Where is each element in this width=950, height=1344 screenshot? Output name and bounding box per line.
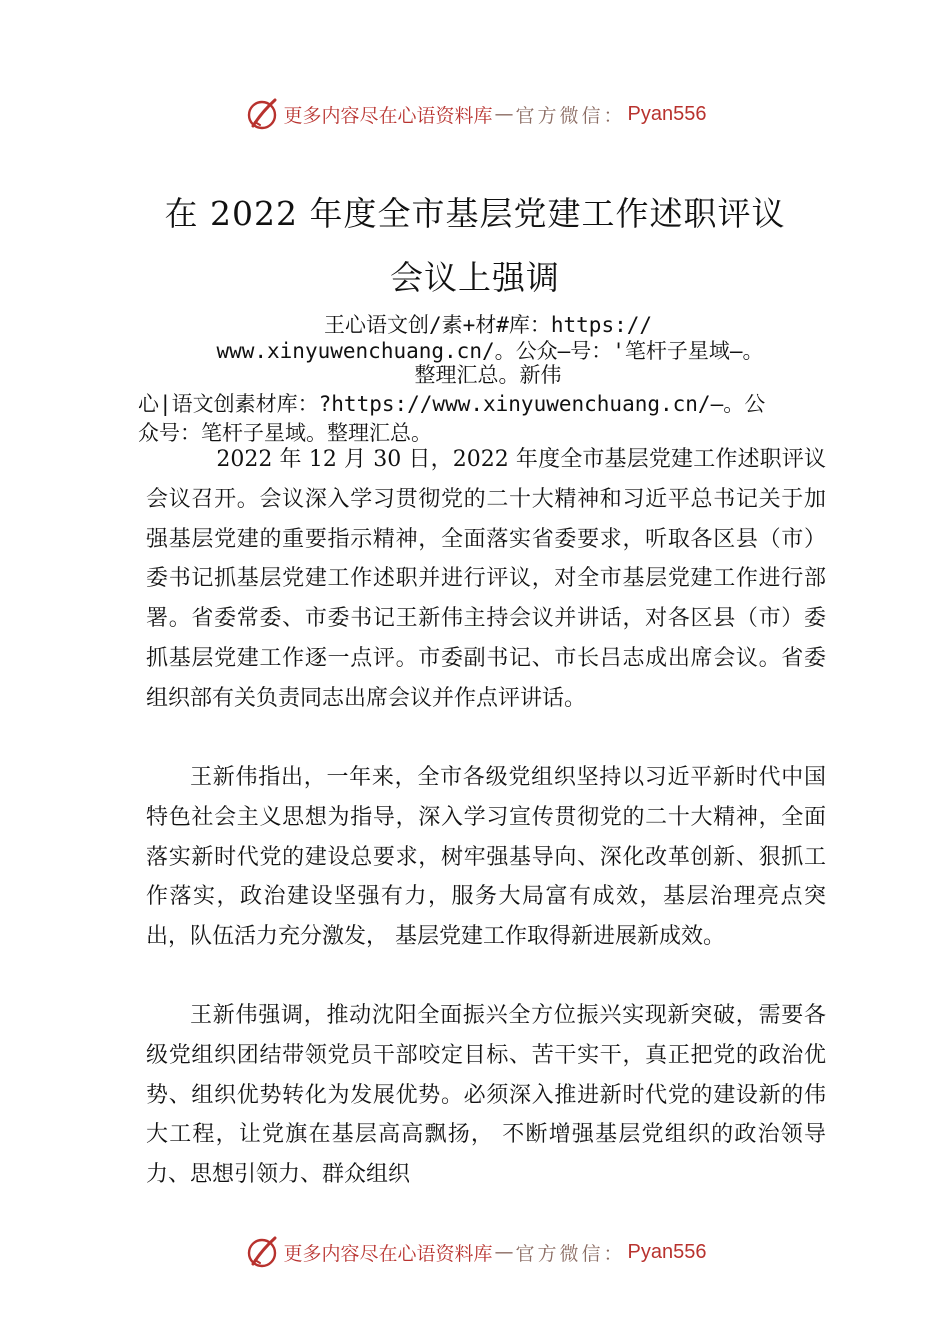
paragraph-text: 王新伟强调，推动沈阳全面振兴全方位振兴实现新突破，需要各级党组织团结带领党员干部咬定目标、苦干实干，真正把党的政治优势、组织优势转化为发展优势。必须深入推进新时代党的建设新的伟大工程，让党旗在基层高高飘扬， 不断增强基层党组织的政治领导力、思想引领力、群众组织 [146, 1003, 826, 1188]
paragraph-text: 王新伟指出，一年来，全市各级党组织坚持以习近平新时代中国特色社会主义思想为指导，深入学习宣传贯彻党的二十大精神，全面落实新时代党的建设总要求，树牢强基导向、深化改革创新、狠抓工作落实，政治建设坚强有力，服务大局富有成效，基层治理亮点突出，队伍活力充分激发， 基层党建工作取得新进展新成效。 [146, 765, 826, 950]
body-paragraph-1 [146, 440, 826, 719]
brush-logo-icon [244, 96, 280, 132]
source-note-line5: 众号：笔杆子星域。整理汇总。 [138, 421, 432, 445]
paragraph-text: 2022 年 12 月 30 日，2022 年度全市基层党建工作述职评议会议召开。会议深入学习贯彻党的二十大精神和习近平总书记关于加强基层党建的重要指示精神，全面落实省委要求，听取各区县（市）委书记抓基层党建工作述职并进行评议，对全市基层党建工作进行部署。省委常委、市委书记王新伟主持会议并讲话，对各区县（市）委抓基层党建工作逐一点评。市委副书记、市长吕志成出席会议。省委组织部有关负责同志出席会议并作点评讲话。 [146, 447, 826, 711]
source-note-line4: 心|语文创素材库：?https://www.xinyuwenchuang.cn/—。公 [138, 392, 766, 416]
body-paragraph-2 [146, 758, 826, 957]
banner-separator: — [494, 1241, 514, 1263]
banner-label: 官方微信： [515, 104, 626, 127]
footer-banner [0, 1232, 950, 1272]
document-title-line2: 会议上强调 [390, 258, 560, 297]
brush-logo-icon [244, 1234, 280, 1270]
banner-main-text: 更多内容尽在心语资料库 [283, 1242, 493, 1265]
banner-separator: — [494, 103, 514, 125]
source-note-line3: 整理汇总。新伟 [414, 363, 562, 387]
banner-wechat-id: Pyan556 [627, 102, 707, 125]
body-paragraph-3 [146, 996, 826, 1195]
banner-wechat-id: Pyan556 [627, 1240, 707, 1263]
header-banner [0, 94, 950, 134]
document-title-line1: 在 2022 年度全市基层党建工作述职评议 [164, 194, 786, 233]
source-note-line1: 王心语文创/素+材#库：https:// [323, 313, 653, 337]
banner-label: 官方微信： [515, 1242, 626, 1265]
source-note-line2: www.xinyuwenchuang.cn/。公众—号：'笔杆子星域—。 [216, 339, 764, 363]
banner-main-text: 更多内容尽在心语资料库 [283, 104, 493, 127]
